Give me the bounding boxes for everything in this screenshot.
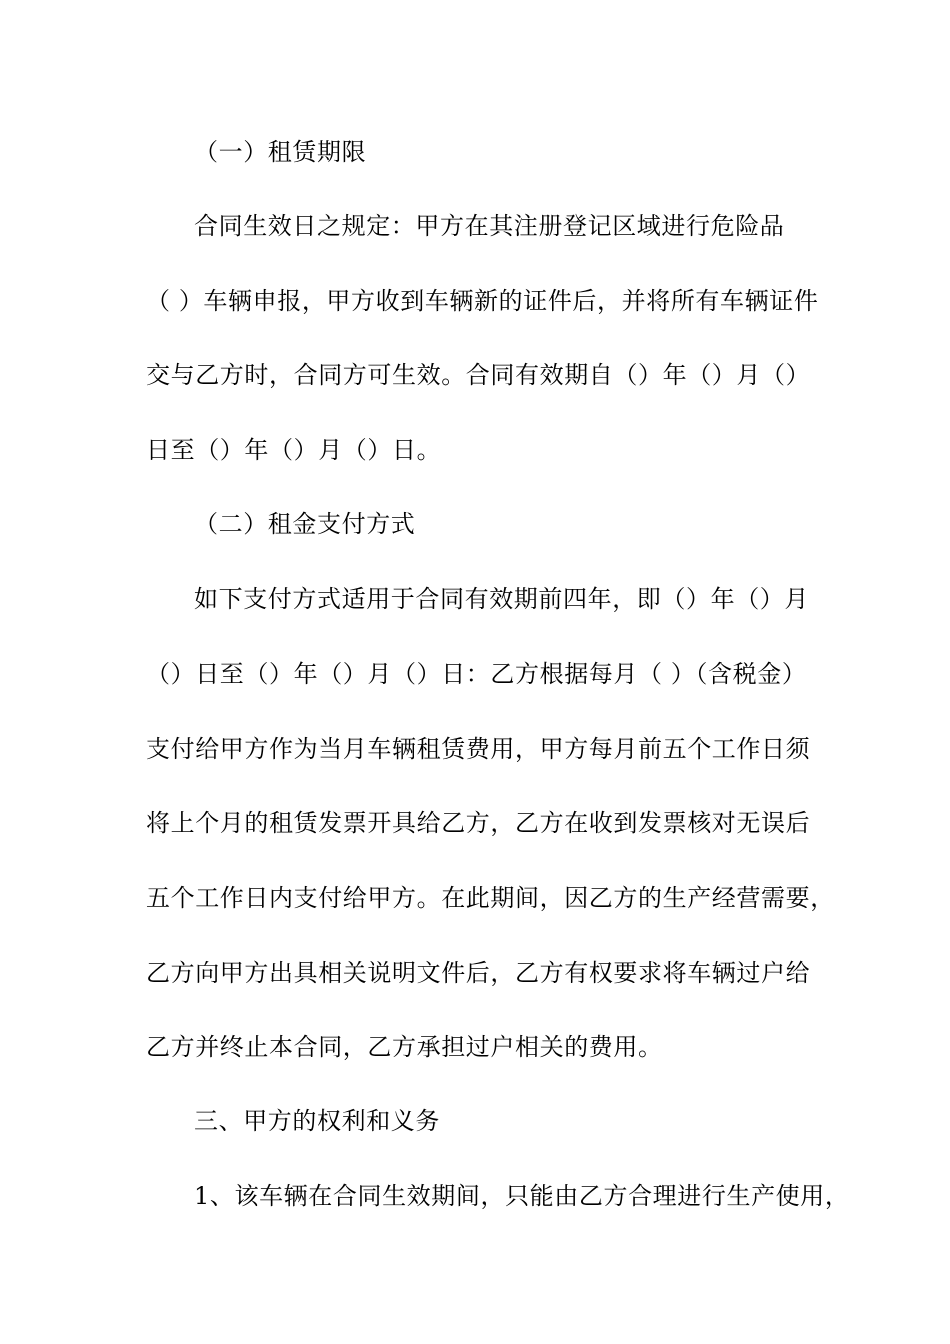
paragraph-line: 乙方并终止本合同，乙方承担过户相关的费用。 — [146, 1033, 663, 1061]
paragraph-line: 乙方向甲方出具相关说明文件后，乙方有权要求将车辆过户给 — [146, 959, 811, 987]
paragraph-line: 1、该车辆在合同生效期间，只能由乙方合理进行生产使用， — [194, 1182, 850, 1210]
paragraph-line: 交与乙方时，合同方可生效。合同有效期自（）年（）月（） — [146, 361, 811, 389]
section-heading-lease-term: （一）租赁期限 — [194, 138, 367, 166]
paragraph-line: 日至（）年（）月（）日。 — [146, 436, 442, 464]
section-heading-party-a-rights: 三、甲方的权利和义务 — [194, 1107, 440, 1135]
paragraph-line: 将上个月的租赁发票开具给乙方，乙方在收到发票核对无误后 — [146, 809, 811, 837]
section-heading-payment: （二）租金支付方式 — [194, 510, 416, 538]
paragraph-line: 五个工作日内支付给甲方。在此期间，因乙方的生产经营需要， — [146, 884, 835, 912]
paragraph-line: 合同生效日之规定：甲方在其注册登记区域进行危险品 — [194, 212, 785, 240]
paragraph-line: （）日至（）年（）月（）日：乙方根据每月（ ）（含税金） — [146, 660, 807, 688]
paragraph-line: 支付给甲方作为当月车辆租赁费用，甲方每月前五个工作日须 — [146, 735, 811, 763]
paragraph-line: 如下支付方式适用于合同有效期前四年，即（）年（）月 — [194, 585, 809, 613]
paragraph-line: （ ）车辆申报，甲方收到车辆新的证件后，并将所有车辆证件 — [146, 287, 819, 315]
